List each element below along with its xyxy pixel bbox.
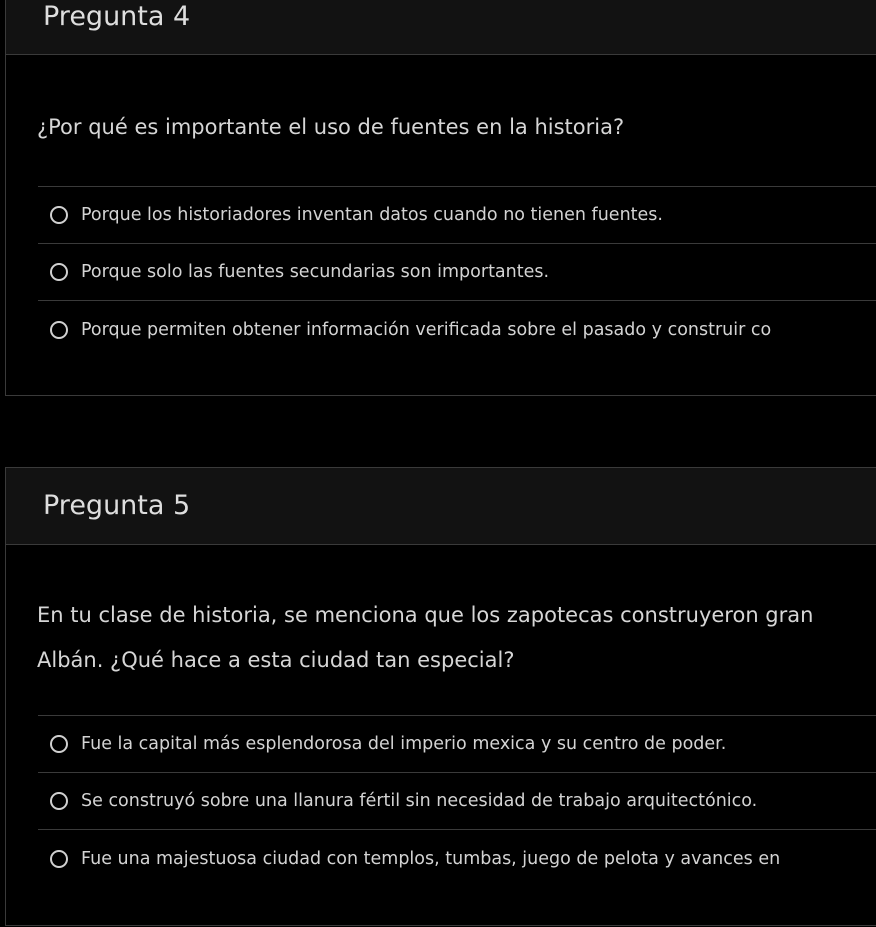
question-text bbox=[37, 593, 813, 683]
answer-list bbox=[38, 186, 876, 358]
question-title: Pregunta 5 bbox=[43, 490, 191, 521]
answer-option-2[interactable] bbox=[38, 773, 876, 830]
radio-button[interactable] bbox=[50, 321, 68, 339]
answer-option-3[interactable] bbox=[38, 301, 876, 358]
answer-option-3[interactable] bbox=[38, 830, 876, 887]
radio-button[interactable] bbox=[50, 792, 68, 810]
answer-option-2[interactable] bbox=[38, 244, 876, 301]
question-title: Pregunta 4 bbox=[43, 1, 191, 32]
answer-option-1[interactable] bbox=[38, 187, 876, 244]
answer-label: Porque permiten obtener información verificada sobre el pasado y construir co bbox=[81, 319, 772, 340]
radio-button[interactable] bbox=[50, 206, 68, 224]
answer-label: Fue la capital más esplendorosa del imperio mexica y su centro de poder. bbox=[81, 734, 727, 754]
question-text-line: Albán. ¿Qué hace a esta ciudad tan especial? bbox=[37, 648, 515, 672]
answer-label: Se construyó sobre una llanura fértil sin necesidad de trabajo arquitectónico. bbox=[81, 791, 758, 811]
question-text bbox=[37, 105, 624, 150]
radio-button[interactable] bbox=[50, 850, 68, 868]
question-header bbox=[6, 0, 876, 55]
question-header bbox=[6, 468, 876, 545]
question-card-4 bbox=[5, 0, 876, 396]
question-card-5 bbox=[5, 467, 876, 926]
answer-label: Porque solo las fuentes secundarias son importantes. bbox=[81, 262, 550, 282]
answer-label: Fue una majestuosa ciudad con templos, tumbas, juego de pelota y avances en bbox=[81, 848, 781, 869]
question-text-line: ¿Por qué es importante el uso de fuentes en la historia? bbox=[37, 115, 625, 139]
answer-option-1[interactable] bbox=[38, 716, 876, 773]
answer-list bbox=[38, 715, 876, 887]
radio-button[interactable] bbox=[50, 735, 68, 753]
answer-label: Porque los historiadores inventan datos cuando no tienen fuentes. bbox=[81, 205, 663, 225]
question-text-line: En tu clase de historia, se menciona que los zapotecas construyeron gran bbox=[37, 603, 814, 627]
radio-button[interactable] bbox=[50, 263, 68, 281]
